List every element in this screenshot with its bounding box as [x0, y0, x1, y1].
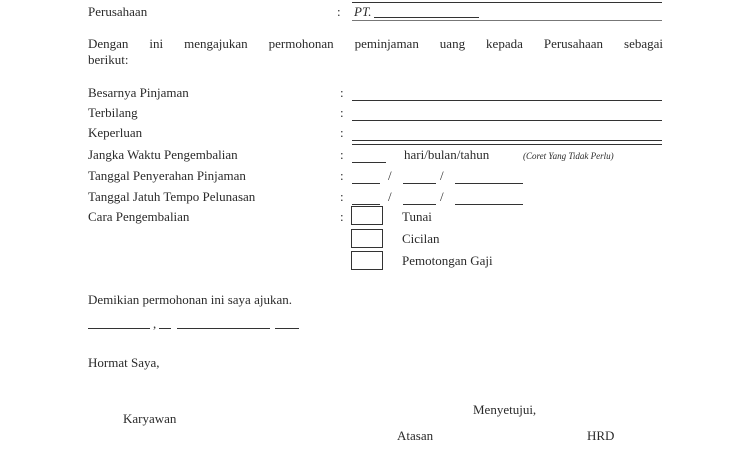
signature-supervisor-label: Atasan: [397, 428, 434, 443]
signature-employee-label: Karyawan: [123, 411, 177, 426]
purpose-field[interactable]: [352, 140, 662, 141]
place-date-comma: ,: [153, 316, 157, 331]
top-border-line: [352, 2, 662, 3]
company-underline: [352, 20, 662, 21]
date-separator: /: [388, 189, 392, 204]
due-day-field[interactable]: [352, 204, 380, 205]
handover-month-field[interactable]: [403, 183, 436, 184]
company-colon: :: [337, 4, 341, 19]
handover-year-field[interactable]: [455, 183, 523, 184]
checkbox-salary-deduction[interactable]: [351, 251, 383, 270]
field-loan-amount-label: Besarnya Pinjaman: [88, 85, 189, 100]
colon: :: [340, 85, 344, 100]
date-separator: /: [440, 168, 444, 183]
strike-note: (Coret Yang Tidak Perlu): [523, 151, 614, 161]
date-year-field[interactable]: [275, 328, 299, 329]
greeting: Hormat Saya,: [88, 355, 160, 370]
option-cash-label: Tunai: [402, 209, 432, 224]
date-month-field[interactable]: [177, 328, 270, 329]
due-year-field[interactable]: [455, 204, 523, 205]
company-name-field[interactable]: [374, 17, 479, 18]
company-prefix: PT.: [354, 4, 372, 19]
closing-statement: Demikian permohonan ini saya ajukan.: [88, 292, 292, 307]
signature-approved-label: Menyetujui,: [473, 402, 537, 417]
field-term-label: Jangka Waktu Pengembalian: [88, 147, 238, 162]
intro-line-2: berikut:: [88, 52, 129, 67]
signature-hrd-label: HRD: [587, 428, 615, 443]
intro-paragraph: [88, 36, 663, 68]
field-repayment-method-label: Cara Pengembalian: [88, 209, 190, 224]
handover-day-field[interactable]: [352, 183, 380, 184]
option-salary-deduction-label: Pemotongan Gaji: [402, 253, 493, 268]
field-handover-date-label: Tanggal Penyerahan Pinjaman: [88, 168, 246, 183]
purpose-field-extra[interactable]: [352, 144, 662, 145]
checkbox-cash[interactable]: [351, 206, 383, 225]
option-installment-label: Cicilan: [402, 231, 440, 246]
colon: :: [340, 209, 344, 224]
place-field[interactable]: [88, 328, 150, 329]
loan-amount-field[interactable]: [352, 100, 662, 101]
colon: :: [340, 147, 344, 162]
field-spelled-label: Terbilang: [88, 105, 138, 120]
colon: :: [340, 168, 344, 183]
spelled-amount-field[interactable]: [352, 120, 662, 121]
due-month-field[interactable]: [403, 204, 436, 205]
field-due-date-label: Tanggal Jatuh Tempo Pelunasan: [88, 189, 256, 204]
term-field[interactable]: [352, 162, 386, 163]
colon: :: [340, 105, 344, 120]
date-day-field[interactable]: [159, 328, 171, 329]
checkbox-installment[interactable]: [351, 229, 383, 248]
company-label: Perusahaan: [88, 4, 148, 19]
colon: :: [340, 125, 344, 140]
intro-line-1: Dengan ini mengajukan permohonan peminjaman uang kepada Perusahaan sebagai: [88, 36, 663, 51]
date-separator: /: [388, 168, 392, 183]
term-unit-text: hari/bulan/tahun: [404, 147, 490, 162]
field-purpose-label: Keperluan: [88, 125, 143, 140]
date-separator: /: [440, 189, 444, 204]
colon: :: [340, 189, 344, 204]
